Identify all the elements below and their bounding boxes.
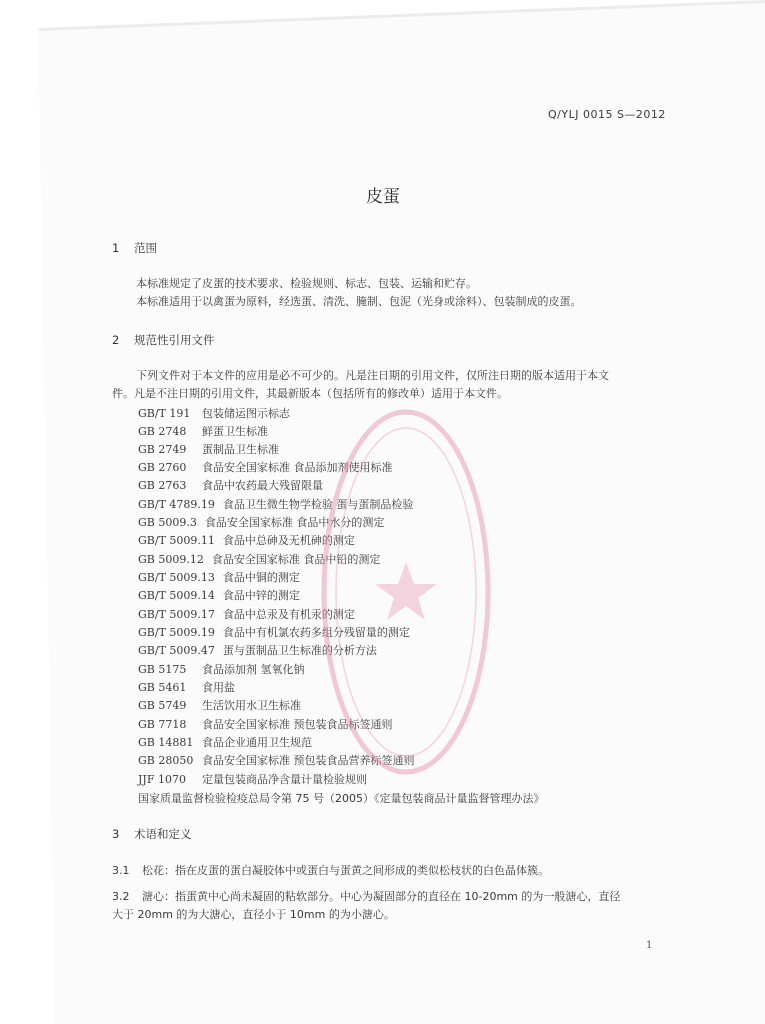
reference-item-decree: 国家质量监督检验检疫总局令第 75 号（2005）《定量包装商品计量监督管理办法》 xyxy=(138,792,545,805)
reference-name: 包装储运图示标志 xyxy=(202,407,290,420)
seal-stamp-icon xyxy=(296,392,496,792)
reference-code: JJF 1070 xyxy=(138,773,186,786)
reference-name: 食品安全国家标准 预包装食品标签通则 xyxy=(202,718,393,731)
section-1-paragraph-1: 本标准规定了皮蛋的技术要求、检验规则、标志、包装、运输和贮存。 xyxy=(136,277,477,290)
reference-code: GB 14881 xyxy=(138,736,194,749)
reference-code: GB 5009.12 xyxy=(138,553,204,566)
definition-3-2-text-line-1: 溏心：指蛋黄中心尚未凝固的粘软部分。中心为凝固部分的直径在 10-20mm 的为一般溏心，直径 xyxy=(142,890,621,903)
section-3-title: 术语和定义 xyxy=(134,827,192,841)
reference-name: 食品中有机氯农药多组分残留量的测定 xyxy=(222,626,410,639)
section-2-title: 规范性引用文件 xyxy=(134,333,215,347)
reference-code: GB/T 5009.19 xyxy=(138,626,215,639)
reference-name: 食品中总砷及无机砷的测定 xyxy=(222,534,355,547)
reference-code: GB 2760 xyxy=(138,461,187,474)
reference-name: 食品中铜的测定 xyxy=(222,571,300,584)
section-3-heading xyxy=(112,826,192,842)
section-2-number: 2 xyxy=(112,333,120,347)
reference-code: GB 2748 xyxy=(138,425,187,438)
reference-name: 食品安全国家标准 食品中铅的测定 xyxy=(211,553,381,566)
reference-name: 食品安全国家标准 食品添加剂使用标准 xyxy=(202,461,393,474)
reference-code: GB 5175 xyxy=(138,663,187,676)
section-3-number: 3 xyxy=(112,827,120,841)
reference-name: 食品添加剂 氢氧化钠 xyxy=(202,663,305,676)
reference-name: 食品安全国家标准 食品中水分的测定 xyxy=(204,516,385,529)
reference-code: GB 28050 xyxy=(138,754,194,767)
definition-3-2-text-line-2: 大于 20mm 的为大溏心，直径小于 10mm 的为小溏心。 xyxy=(112,908,395,921)
reference-name: 鲜蛋卫生标准 xyxy=(202,425,268,438)
reference-code: GB 5461 xyxy=(138,681,187,694)
reference-code: GB 5749 xyxy=(138,699,187,712)
page-number: 1 xyxy=(646,940,653,951)
reference-code: GB/T 191 xyxy=(138,407,191,420)
reference-item xyxy=(138,661,305,677)
reference-code: GB 2749 xyxy=(138,443,187,456)
definition-3-1 xyxy=(112,862,549,878)
reference-item xyxy=(138,441,279,457)
definition-3-2 xyxy=(112,888,620,904)
reference-name: 蛋与蛋制品卫生标准的分析方法 xyxy=(222,644,377,657)
reference-item xyxy=(138,697,301,713)
reference-item xyxy=(138,405,290,421)
reference-item xyxy=(138,569,300,585)
reference-code: GB/T 5009.17 xyxy=(138,608,215,621)
reference-code: GB 5009.3 xyxy=(138,516,197,529)
reference-name: 食品中总汞及有机汞的测定 xyxy=(222,608,355,621)
reference-name: 蛋制品卫生标准 xyxy=(202,443,279,456)
reference-name: 食用盐 xyxy=(202,681,235,694)
section-2-paragraph-line-2: 件。凡是不注日期的引用文件，其最新版本（包括所有的修改单）适用于本文件。 xyxy=(112,387,508,400)
reference-name: 食品企业通用卫生规范 xyxy=(202,736,312,749)
reference-name: 定量包装商品净含量计量检验规则 xyxy=(202,773,367,786)
reference-name: 生活饮用水卫生标准 xyxy=(202,699,301,712)
definition-3-1-number: 3.1 xyxy=(112,864,130,877)
definition-3-2-number: 3.2 xyxy=(112,890,130,903)
reference-name: 食品中锌的测定 xyxy=(222,589,300,602)
reference-item xyxy=(138,587,300,603)
standard-code: Q/YLJ 0015 S—2012 xyxy=(548,108,666,121)
reference-code: GB/T 5009.47 xyxy=(138,644,215,657)
reference-code: GB 2763 xyxy=(138,479,187,492)
reference-code: GB/T 5009.14 xyxy=(138,589,215,602)
reference-name: 食品卫生微生物学检验 蛋与蛋制品检验 xyxy=(222,498,414,511)
section-2-paragraph-line-1: 下列文件对于本文件的应用是必不可少的。凡是注日期的引用文件，仅所注日期的版本适用于本文 xyxy=(136,369,609,382)
section-1-heading xyxy=(112,240,157,256)
reference-name: 食品安全国家标准 预包装食品营养标签通则 xyxy=(202,754,415,767)
section-1-title: 范围 xyxy=(134,241,157,255)
document-title: 皮蛋 xyxy=(366,187,400,207)
section-1-number: 1 xyxy=(112,241,120,255)
reference-item xyxy=(138,679,235,695)
reference-item xyxy=(138,423,268,439)
reference-name: 食品中农药最大残留限量 xyxy=(202,479,323,492)
definition-3-1-text: 松花：指在皮蛋的蛋白凝胶体中或蛋白与蛋黄之间形成的类似松枝状的白色晶体簇。 xyxy=(142,864,549,877)
reference-code: GB 7718 xyxy=(138,718,187,731)
reference-code: GB/T 4789.19 xyxy=(138,498,215,511)
reference-item xyxy=(138,734,312,750)
section-1-paragraph-2: 本标准适用于以禽蛋为原料，经选蛋、清洗、腌制、包泥（光身或涂料）、包装制成的皮蛋。 xyxy=(136,295,582,308)
section-2-heading xyxy=(112,332,215,348)
reference-code: GB/T 5009.11 xyxy=(138,534,215,547)
reference-code: GB/T 5009.13 xyxy=(138,571,215,584)
